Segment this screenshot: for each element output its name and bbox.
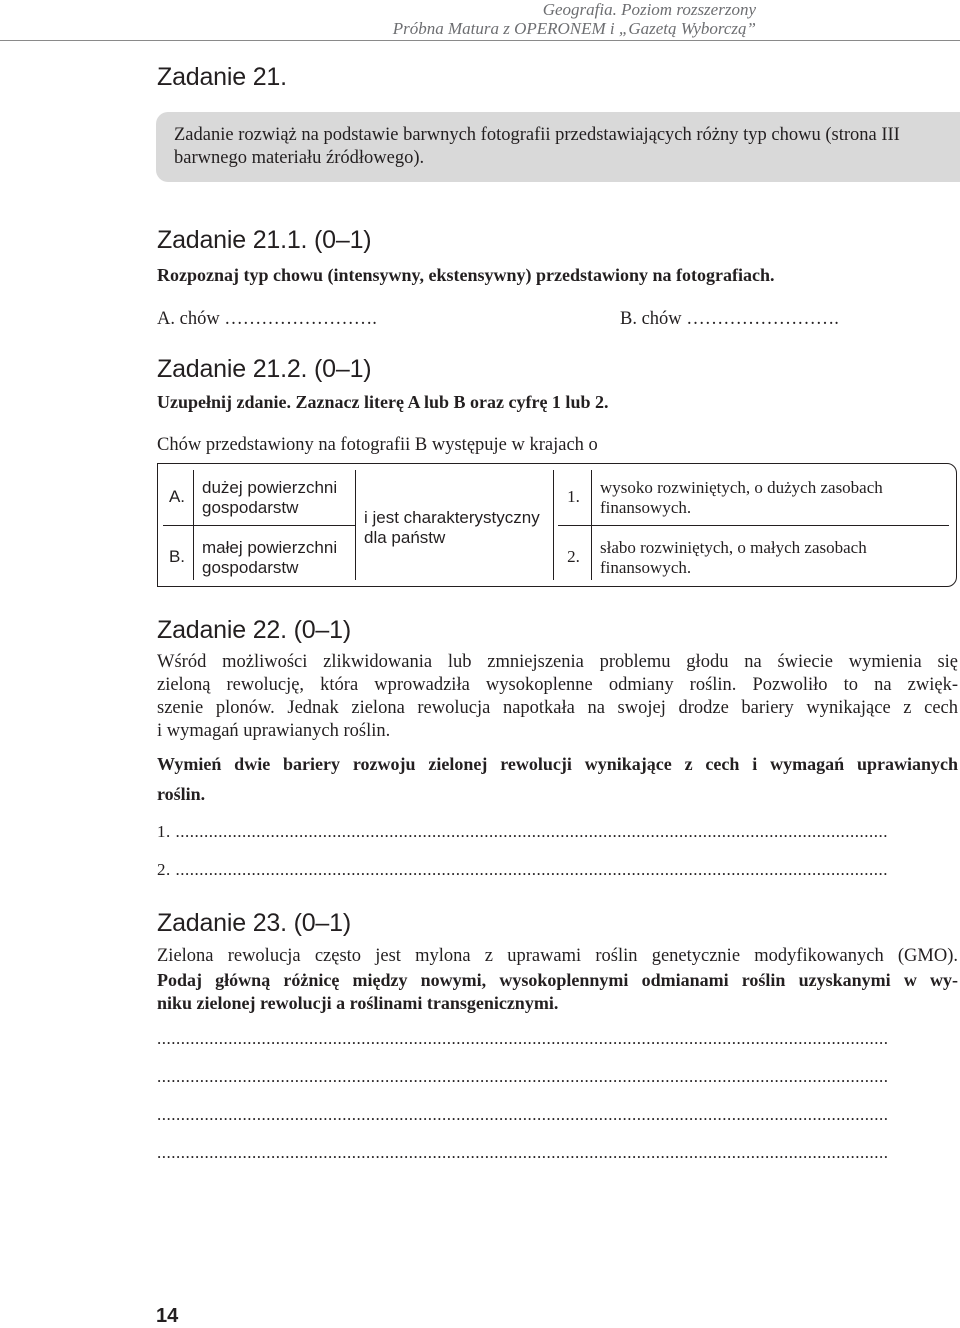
task-21-1-title: Zadanie 21.1. (0–1)	[157, 226, 372, 254]
answer-field-a[interactable]: A. chów …………………….	[157, 309, 377, 329]
header-divider	[0, 40, 960, 41]
header-subject: Geografia. Poziom rozszerzony	[542, 0, 756, 19]
table-divider	[553, 470, 554, 580]
table-divider	[355, 470, 356, 580]
middle-text: i jest charakterystyczny dla państw	[364, 508, 540, 547]
task-22-para-line: Wśród możliwości zlikwidowania lub zmniejszenia problemu głodu na świecie wymienia się	[157, 652, 958, 672]
task-22-para-line: i wymagań uprawianych roślin.	[157, 721, 391, 741]
option-b-letter[interactable]: B.	[168, 547, 186, 566]
option-a-text: dużej powierzchni gospodarstw	[202, 478, 338, 517]
task-22-para-line: szenie plonów. Jednak zielona rewolucja napotkała na swojej drodze bariery wynikające z cech	[157, 698, 958, 718]
option-2-text: słabo rozwiniętych, o małych zasobach finansowych.	[600, 538, 867, 577]
answer-line[interactable]: ..........................................................................................................................................................	[157, 1067, 889, 1086]
table-divider	[194, 525, 355, 526]
page-number: 14	[156, 1305, 179, 1327]
task-21-intro: Zadanie rozwiąż na podstawie barwnych fotografii przedstawiających różny typ chowu (strona III barwnego materiału źródłowego).	[174, 125, 900, 168]
table-divider	[163, 525, 193, 526]
option-a-letter[interactable]: A.	[168, 487, 186, 506]
option-1-number[interactable]: 1.	[567, 487, 580, 506]
task-21-2-sentence: Chów przedstawiony na fotografii B występuje w krajach o	[157, 435, 598, 455]
task-22-title: Zadanie 22. (0–1)	[157, 616, 351, 644]
task-23-instruction-line: niku zielonej rewolucji a roślinami transgenicznymi.	[157, 993, 559, 1013]
answer-field-b[interactable]: B. chów …………………….	[620, 309, 839, 329]
task-22-instruction-line: Wymień dwie bariery rozwoju zielonej rewolucji wynikające z cech i wymagań uprawianych	[157, 754, 958, 774]
answer-line[interactable]: ..........................................................................................................................................................	[157, 1029, 889, 1048]
answer-line[interactable]: ..........................................................................................................................................................	[157, 1143, 889, 1162]
task-21-2-instruction: Uzupełnij zdanie. Zaznacz literę A lub B oraz cyfrę 1 lub 2.	[157, 392, 609, 412]
task-21-title: Zadanie 21.	[157, 63, 287, 91]
table-divider	[558, 525, 591, 526]
task-21-1-instruction: Rozpoznaj typ chowu (intensywny, ekstensywny) przedstawiony na fotografiach.	[157, 265, 775, 285]
option-1-text: wysoko rozwiniętych, o dużych zasobach finansowych.	[600, 478, 883, 517]
option-b-text: małej powierzchni gospodarstw	[202, 538, 338, 577]
answer-line-2[interactable]: 2. ......................................................................................................................................................	[157, 860, 888, 879]
task-22-instruction-line: roślin.	[157, 784, 206, 804]
task-23-para: Zielona rewolucja często jest mylona z uprawami roślin genetycznie modyfikowanych (GMO).	[157, 946, 958, 966]
task-23-title: Zadanie 23. (0–1)	[157, 909, 351, 937]
answer-line[interactable]: ..........................................................................................................................................................	[157, 1105, 889, 1124]
task-21-2-title: Zadanie 21.2. (0–1)	[157, 355, 372, 383]
header-exam: Próbna Matura z OPERONEM i „Gazetą Wyborczą”	[392, 19, 756, 38]
table-divider	[592, 525, 949, 526]
option-2-number[interactable]: 2.	[567, 547, 580, 566]
task-22-para-line: zieloną rewolucję, która wprowadziła wysokoplenne odmiany roślin. Pozwoliło to na zwięk-	[157, 675, 958, 695]
task-23-instruction-line: Podaj główną różnicę między nowymi, wysokoplennymi odmianami roślin uzyskanymi w wy-	[157, 970, 958, 990]
answer-line-1[interactable]: 1. ......................................................................................................................................................	[157, 822, 888, 841]
